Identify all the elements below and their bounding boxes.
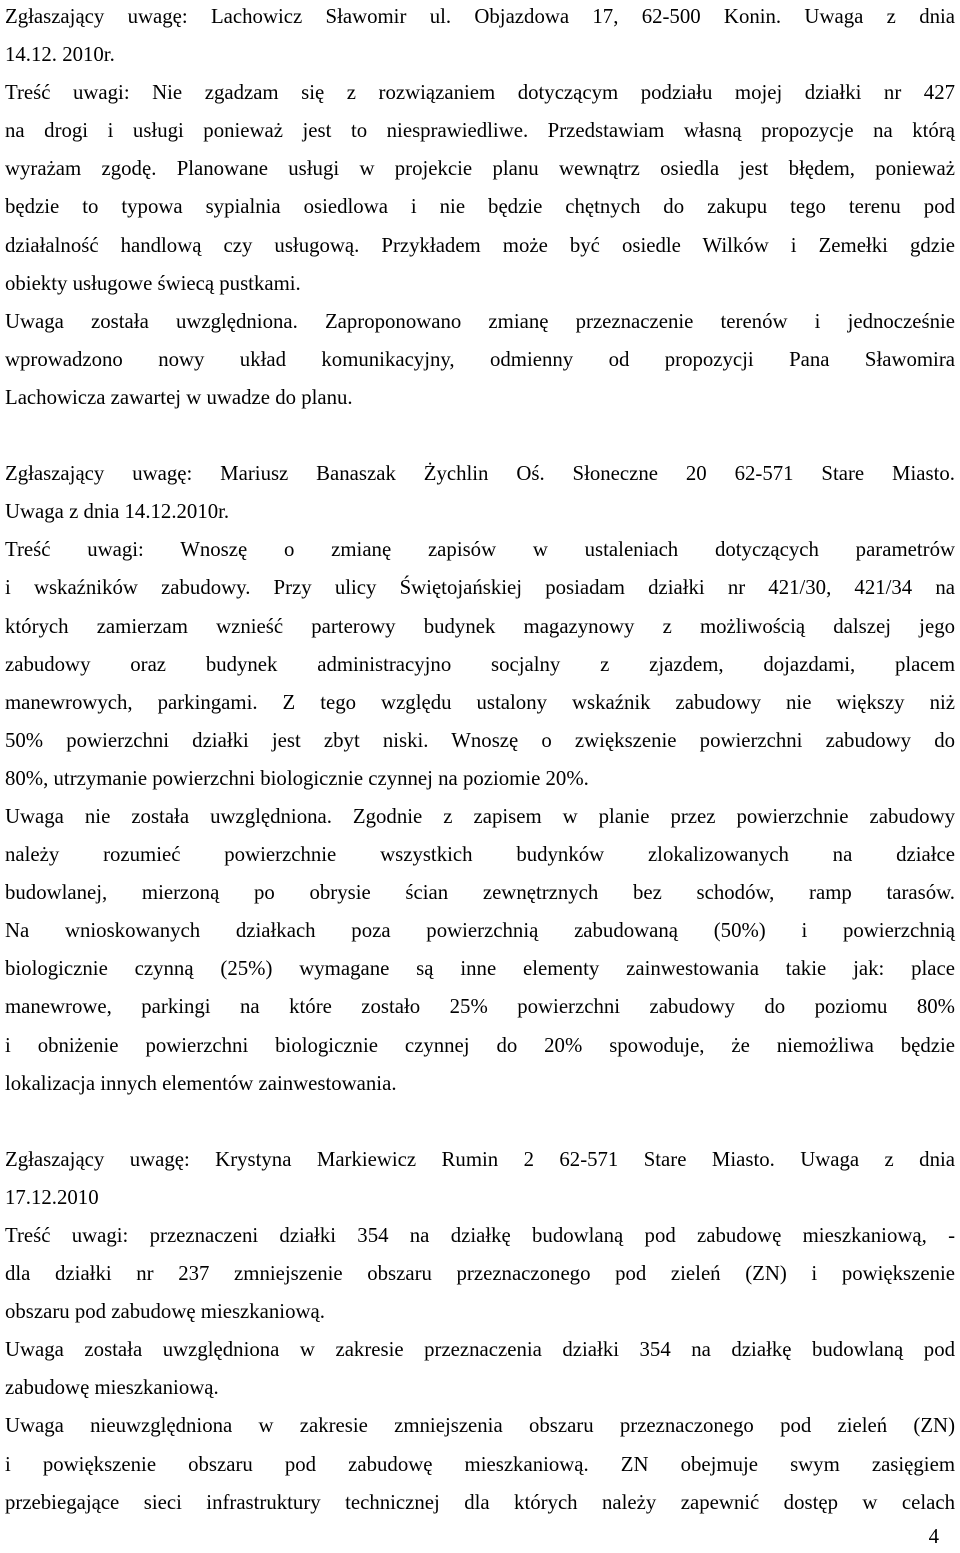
text-line: 17.12.2010 <box>5 1185 99 1209</box>
text-line: manewrowe, parkingi na które zostało 25% powierzchni zabudowy do poziomu 80% <box>5 995 955 1019</box>
document-page <box>5 0 955 1522</box>
text-line: będzie to typowa sypialnia osiedlowa i nie będzie chętnych do zakupu tego terenu pod <box>5 195 955 219</box>
document-body <box>5 0 955 1522</box>
text-line: Zgłaszający uwagę: Lachowicz Sławomir ul. Objazdowa 17, 62-500 Konin. Uwaga z dnia <box>5 5 955 28</box>
text-line: Zgłaszający uwagę: Mariusz Banaszak Żychlin Oś. Słoneczne 20 62-571 Stare Miasto. <box>5 462 955 486</box>
text-line: działalność handlową czy usługową. Przykładem może być osiedle Wilków i Zemełki gdzie <box>5 233 955 257</box>
paragraph-gap <box>5 1103 955 1141</box>
text-line: których zamierzam wznieść parterowy budynek magazynowy z możliwością dalszej jego <box>5 614 955 638</box>
text-line: Uwaga została uwzględniona. Zaproponowano zmianę przeznaczenie terenów i jednocześnie <box>5 309 955 333</box>
text-line: wprowadzono nowy układ komunikacyjny, odmienny od propozycji Pana Sławomira <box>5 347 955 371</box>
text-line: 14.12. 2010r. <box>5 43 115 67</box>
page-number: 4 <box>928 1525 939 1548</box>
text-line: 50% powierzchni działki jest zbyt niski. Wnoszę o zwiększenie powierzchni zabudowy do <box>5 728 955 752</box>
text-line: Uwaga została uwzględniona w zakresie przeznaczenia działki 354 na działkę budowlaną pod <box>5 1338 955 1362</box>
remark-section <box>5 455 955 1103</box>
text-line: Na wnioskowanych działkach poza powierzchnią zabudowaną (50%) i powierzchnią <box>5 919 955 943</box>
text-line: na drogi i usługi ponieważ jest to niesprawiedliwe. Przedstawiam własną propozycje na którą <box>5 119 955 143</box>
text-line: Uwaga z dnia 14.12.2010r. <box>5 500 230 524</box>
remark-section <box>5 0 955 417</box>
text-line: Treść uwagi: przeznaczeni działki 354 na działkę budowlaną pod zabudowę mieszkaniową, - <box>5 1224 955 1247</box>
remark-section <box>5 1141 955 1522</box>
text-line: Uwaga nieuwzględniona w zakresie zmniejszenia obszaru przeznaczonego pod zieleń (ZN) <box>5 1414 955 1438</box>
text-line: przebiegające sieci infrastruktury technicznej dla których należy zapewnić dostęp w celach <box>5 1490 955 1514</box>
text-line: zabudowę mieszkaniową. <box>5 1376 219 1400</box>
text-line: zabudowy oraz budynek administracyjno socjalny z zjazdem, dojazdami, placem <box>5 652 955 676</box>
text-line: 80%, utrzymanie powierzchni biologicznie czynnej na poziomie 20%. <box>5 766 589 790</box>
text-line: i powiększenie obszaru pod zabudowę mieszkaniową. ZN obejmuje swym zasięgiem <box>5 1452 955 1476</box>
text-line: i obniżenie powierzchni biologicznie czynnej do 20% spowoduje, że niemożliwa będzie <box>5 1033 955 1057</box>
text-line: manewrowych, parkingami. Z tego względu ustalony wskaźnik zabudowy nie większy niż <box>5 690 955 714</box>
paragraph-gap <box>5 417 955 455</box>
text-line: wyrażam zgodę. Planowane usługi w projekcie planu wewnątrz osiedla jest błędem, ponieważ <box>5 157 955 181</box>
text-line: budowlanej, mierzoną po obrysie ścian zewnętrznych bez schodów, ramp tarasów. <box>5 881 955 905</box>
text-line: Zgłaszający uwagę: Krystyna Markiewicz Rumin 2 62-571 Stare Miasto. Uwaga z dnia <box>5 1147 955 1171</box>
text-line: biologicznie czynną (25%) wymagane są inne elementy zainwestowania takie jak: place <box>5 957 955 981</box>
text-line: obszaru pod zabudowę mieszkaniową. <box>5 1300 325 1324</box>
text-line: należy rozumieć powierzchnie wszystkich budynków zlokalizowanych na działce <box>5 843 955 867</box>
text-line: Lachowicza zawartej w uwadze do planu. <box>5 385 353 409</box>
text-line: Treść uwagi: Wnoszę o zmianę zapisów w ustaleniach dotyczących parametrów <box>5 538 955 562</box>
text-line: dla działki nr 237 zmniejszenie obszaru przeznaczonego pod zieleń (ZN) i powiększenie <box>5 1262 955 1286</box>
text-line: lokalizacja innych elementów zainwestowania. <box>5 1071 397 1095</box>
text-line: i wskaźników zabudowy. Przy ulicy Świętojańskiej posiadam działki nr 421/30, 421/34 na <box>5 576 955 600</box>
text-line: Uwaga nie została uwzględniona. Zgodnie z zapisem w planie przez powierzchnie zabudowy <box>5 804 955 828</box>
text-line: obiekty usługowe świecą pustkami. <box>5 271 301 295</box>
text-line: Treść uwagi: Nie zgadzam się z rozwiązaniem dotyczącym podziału mojej działki nr 427 <box>5 81 955 105</box>
